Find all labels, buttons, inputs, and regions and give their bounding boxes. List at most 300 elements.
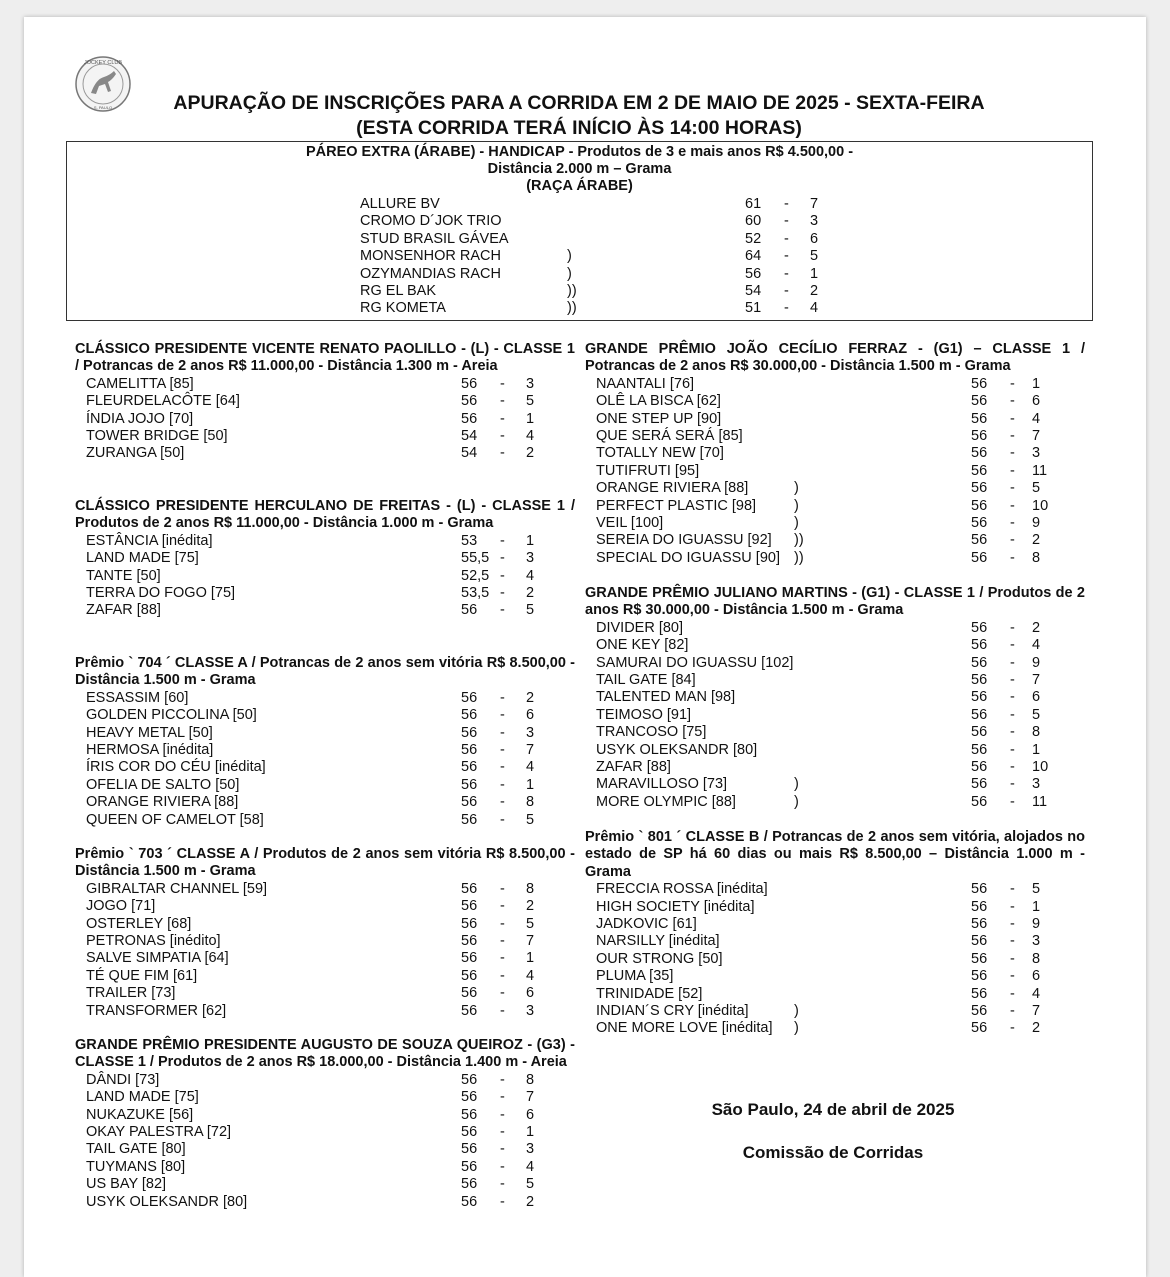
horse-name: ESTÂNCIA [inédita]	[86, 532, 213, 549]
coupling-mark: ))	[567, 282, 577, 299]
entry-row	[596, 742, 1085, 759]
weight: 56	[461, 393, 478, 410]
title-line-2: (ESTA CORRIDA TERÁ INÍCIO ÀS 14:00 HORAS)	[356, 117, 802, 139]
post-number: 7	[526, 741, 535, 758]
weight: 56	[461, 915, 478, 932]
race-entries	[596, 881, 1085, 1038]
horse-name: FLEURDELACÔTE [64]	[86, 393, 240, 410]
weight: 51	[745, 300, 762, 317]
post-number: 5	[526, 393, 535, 410]
horse-name: SAMURAI DO IGUASSU [102]	[596, 654, 794, 671]
horse-name: TRANCOSO [75]	[596, 724, 707, 741]
horse-name: TAIL GATE [80]	[86, 1141, 186, 1158]
weight: 56	[971, 497, 988, 514]
entry-row	[596, 515, 1085, 532]
dash: -	[784, 196, 789, 212]
post-number: 1	[526, 950, 535, 967]
dash: -	[1010, 480, 1015, 497]
weight: 56	[461, 967, 478, 984]
entry-row	[86, 898, 575, 915]
weight: 56	[461, 375, 478, 392]
post-number: 2	[1032, 619, 1041, 636]
dash: -	[500, 1106, 505, 1123]
dash: -	[500, 932, 505, 949]
dash: -	[1010, 985, 1015, 1002]
race-section	[75, 498, 575, 620]
entry-row	[86, 1194, 575, 1211]
entry-row	[596, 899, 1085, 916]
post-number: 2	[526, 898, 535, 915]
post-number: 7	[1032, 1002, 1041, 1019]
post-number: 11	[1032, 793, 1048, 810]
race-section	[75, 846, 575, 1020]
race-entries	[86, 1072, 575, 1211]
horse-name: NARSILLY [inédita]	[596, 933, 720, 950]
post-number: 5	[1032, 480, 1041, 497]
post-number: 10	[1032, 758, 1049, 775]
post-number: 5	[526, 811, 535, 828]
entry-row	[596, 480, 1085, 497]
dash: -	[1010, 532, 1015, 549]
horse-name: VEIL [100]	[596, 514, 664, 531]
horse-name: SEREIA DO IGUASSU [92]	[596, 532, 772, 549]
entry-row	[596, 428, 1085, 445]
weight: 56	[461, 724, 478, 741]
weight: 56	[971, 671, 988, 688]
horse-name: TAIL GATE [84]	[596, 671, 696, 688]
post-number: 5	[526, 602, 535, 619]
entry-row	[86, 1159, 575, 1176]
post-number: 4	[526, 427, 535, 444]
post-number: 5	[1032, 881, 1041, 898]
horse-name: OFELIA DE SALTO [50]	[86, 776, 240, 793]
dash: -	[500, 741, 505, 758]
horse-name: TEIMOSO [91]	[596, 706, 692, 723]
horse-name: TANTE [50]	[86, 567, 161, 584]
horse-name: SALVE SIMPATIA [64]	[86, 950, 229, 967]
post-number: 2	[526, 584, 535, 601]
horse-name: SPECIAL DO IGUASSU [90]	[596, 549, 780, 566]
post-number: 6	[1032, 393, 1041, 410]
post-number: 2	[526, 1193, 535, 1210]
entry-row	[596, 951, 1085, 968]
dash: -	[500, 602, 505, 619]
post-number: 1	[810, 265, 819, 282]
horse-name: JADKOVIC [61]	[596, 916, 697, 932]
dash: -	[500, 880, 505, 897]
horse-name: USYK OLEKSANDR [80]	[596, 741, 758, 758]
dash: -	[500, 898, 505, 915]
horse-name: TÉ QUE FIM [61]	[86, 967, 198, 984]
entry-row	[86, 985, 575, 1002]
dash: -	[500, 1193, 505, 1210]
horse-name: OKAY PALESTRA [72]	[86, 1123, 232, 1140]
pareo-extra-heading-line-2: Distância 2.000 m – Grama	[487, 161, 672, 177]
coupling-mark: )	[794, 514, 799, 531]
entry-row	[596, 1003, 1085, 1020]
post-number: 6	[1032, 689, 1041, 706]
entry-row	[86, 725, 575, 742]
post-number: 1	[526, 410, 535, 427]
race-heading: Prêmio ` 704 ´ CLASSE A / Potrancas de 2 anos sem vitória R$ 8.500,00 - Distância 1.500 m - Grama	[75, 655, 575, 689]
entry-row	[86, 916, 575, 933]
dash: -	[500, 1158, 505, 1175]
dash: -	[500, 776, 505, 793]
entry-row	[596, 637, 1085, 654]
dash: -	[500, 967, 505, 984]
entry-row	[596, 445, 1085, 462]
horse-name: HIGH SOCIETY [inédita]	[596, 898, 755, 915]
entry-row	[86, 1072, 575, 1089]
weight: 56	[461, 1141, 478, 1158]
post-number: 1	[1032, 898, 1041, 915]
weight: 56	[971, 393, 988, 410]
entry-row	[86, 445, 575, 462]
post-number: 4	[526, 759, 535, 776]
weight: 56	[971, 968, 988, 985]
weight: 56	[461, 1176, 478, 1193]
entry-row	[86, 1141, 575, 1158]
race-heading: CLÁSSICO PRESIDENTE HERCULANO DE FREITAS - (L) - CLASSE 1 / Produtos de 2 anos R$ 11.000,00 - Distância 1.000 m - Grama	[75, 498, 575, 532]
dash: -	[1010, 881, 1015, 898]
post-number: 3	[526, 724, 535, 741]
entry-row	[596, 393, 1085, 410]
race-section	[585, 829, 1085, 1038]
weight: 56	[461, 985, 478, 1002]
horse-name: ONE KEY [82]	[596, 637, 689, 654]
dash: -	[500, 584, 505, 601]
dash: -	[1010, 758, 1015, 775]
entry-row	[596, 776, 1085, 793]
horse-name: OZYMANDIAS RACH	[360, 265, 501, 282]
horse-name: ZAFAR [88]	[596, 758, 671, 775]
dash: -	[500, 1141, 505, 1158]
weight: 56	[461, 1158, 478, 1175]
post-number: 4	[1032, 410, 1041, 427]
weight: 56	[745, 265, 762, 282]
race-entries	[86, 533, 575, 620]
horse-name: MARAVILLOSO [73]	[596, 776, 728, 793]
entry-row	[86, 933, 575, 950]
weight: 56	[971, 445, 988, 462]
post-number: 3	[1032, 933, 1041, 950]
post-number: 7	[810, 196, 819, 212]
post-number: 10	[1032, 497, 1049, 514]
coupling-mark: ))	[794, 549, 804, 566]
dash: -	[1010, 619, 1015, 636]
horse-name: ÍRIS COR DO CÉU [inédita]	[86, 759, 266, 776]
dash: -	[1010, 741, 1015, 758]
weight: 56	[971, 916, 988, 932]
weight: 56	[971, 637, 988, 654]
horse-name: MORE OLYMPIC [88]	[596, 793, 736, 810]
race-heading: GRANDE PRÊMIO PRESIDENTE AUGUSTO DE SOUZA QUEIROZ - (G3) - CLASSE 1 / Produtos de 2 anos R$ 18.000,00 - Distância 1.400 m - Areia	[75, 1037, 575, 1071]
horse-name: TRAILER [73]	[86, 985, 176, 1002]
horse-name: ORANGE RIVIERA [88]	[596, 480, 749, 497]
dash: -	[1010, 1020, 1015, 1037]
entry-row	[86, 812, 575, 829]
weight: 56	[971, 706, 988, 723]
post-number: 6	[526, 1106, 535, 1123]
post-number: 8	[1032, 549, 1041, 566]
entry-row	[596, 463, 1085, 480]
coupling-mark: )	[794, 776, 799, 793]
horse-name: ORANGE RIVIERA [88]	[86, 794, 239, 811]
entry-row	[86, 950, 575, 967]
dash: -	[500, 794, 505, 811]
dash: -	[1010, 410, 1015, 427]
dash: -	[1010, 793, 1015, 810]
weight: 60	[745, 213, 762, 230]
post-number: 8	[1032, 724, 1041, 741]
entry-row	[596, 916, 1085, 933]
post-number: 3	[1032, 776, 1041, 793]
signature: Comissão de Corridas	[742, 1143, 924, 1162]
horse-name: ZURANGA [50]	[86, 445, 185, 462]
weight: 56	[461, 707, 478, 724]
dash: -	[1010, 706, 1015, 723]
coupling-mark: )	[794, 497, 799, 514]
weight: 54	[461, 427, 478, 444]
weight: 56	[461, 898, 478, 915]
weight: 53	[461, 532, 478, 549]
dash: -	[500, 375, 505, 392]
entry-row	[86, 393, 575, 410]
coupling-mark: )	[794, 1002, 799, 1019]
dash: -	[1010, 427, 1015, 444]
weight: 56	[971, 427, 988, 444]
dash: -	[500, 950, 505, 967]
svg-text:S. PAULO: S. PAULO	[93, 105, 113, 110]
race-entries	[86, 376, 575, 463]
dash: -	[784, 248, 789, 265]
weight: 56	[971, 514, 988, 531]
dash: -	[784, 230, 789, 247]
horse-name: CAMELITTA [85]	[86, 375, 194, 392]
entry-row	[86, 777, 575, 794]
horse-name: DÂNDI [73]	[86, 1071, 160, 1088]
entry-row	[86, 690, 575, 707]
entry-row	[86, 1176, 575, 1193]
weight: 56	[971, 985, 988, 1002]
horse-name: GIBRALTAR CHANNEL [59]	[86, 880, 268, 897]
horse-name: GOLDEN PICCOLINA [50]	[86, 707, 257, 724]
horse-name: OUR STRONG [50]	[596, 950, 723, 967]
horse-name: TUTIFRUTI [95]	[596, 462, 700, 479]
horse-name: OSTERLEY [68]	[86, 915, 192, 932]
entry-row	[596, 1020, 1085, 1037]
dash: -	[1010, 916, 1015, 932]
entry-row	[86, 1107, 575, 1124]
weight: 56	[461, 794, 478, 811]
weight: 56	[971, 898, 988, 915]
post-number: 7	[1032, 671, 1041, 688]
weight: 56	[971, 776, 988, 793]
entry-row	[86, 585, 575, 602]
weight: 56	[971, 410, 988, 427]
horse-name: ESSASSIM [60]	[86, 689, 189, 706]
dash: -	[500, 532, 505, 549]
post-number: 8	[1032, 950, 1041, 967]
race-heading: GRANDE PRÊMIO JOÃO CECÍLIO FERRAZ - (G1) – CLASSE 1 / Potrancas de 2 anos R$ 30.000,00 - Distância 1.500 m - Grama	[585, 341, 1085, 375]
entry-row	[86, 411, 575, 428]
entry-row	[596, 881, 1085, 898]
entry-row	[86, 742, 575, 759]
race-section	[75, 341, 575, 463]
weight: 56	[971, 1002, 988, 1019]
weight: 56	[971, 741, 988, 758]
post-number: 6	[1032, 968, 1041, 985]
horse-name: JOGO [71]	[86, 898, 156, 915]
race-heading: Prêmio ` 703 ´ CLASSE A / Produtos de 2 anos sem vitória R$ 8.500,00 - Distância 1.500 m - Grama	[75, 846, 575, 880]
entry-row	[86, 968, 575, 985]
place-date: São Paulo, 24 de abril de 2025	[711, 1100, 955, 1119]
weight: 56	[461, 741, 478, 758]
entry-row	[86, 1089, 575, 1106]
weight: 56	[461, 1193, 478, 1210]
dash: -	[500, 1002, 505, 1019]
entry-row	[86, 376, 575, 393]
coupling-mark: )	[567, 248, 572, 265]
dash: -	[1010, 445, 1015, 462]
post-number: 4	[526, 567, 535, 584]
entry-row	[596, 620, 1085, 637]
horse-name: TERRA DO FOGO [75]	[86, 584, 236, 601]
entry-row	[86, 759, 575, 776]
coupling-mark: ))	[794, 532, 804, 549]
dash: -	[500, 707, 505, 724]
horse-name: STUD BRASIL GÁVEA	[360, 230, 509, 247]
weight: 56	[971, 532, 988, 549]
entry-row	[596, 986, 1085, 1003]
weight: 53,5	[461, 584, 490, 601]
horse-name: NUKAZUKE [56]	[86, 1106, 194, 1123]
post-number: 9	[1032, 654, 1041, 671]
post-number: 4	[526, 1158, 535, 1175]
dash: -	[1010, 462, 1015, 479]
weight: 61	[745, 196, 762, 212]
horse-name: ZAFAR [88]	[86, 602, 161, 619]
horse-name: RG KOMETA	[360, 300, 446, 317]
horse-name: NAANTALI [76]	[596, 375, 695, 392]
weight: 56	[971, 375, 988, 392]
horse-name: TUYMANS [80]	[86, 1158, 186, 1175]
entry-row	[596, 411, 1085, 428]
horse-name: ONE STEP UP [90]	[596, 410, 722, 427]
entry-row	[86, 1003, 575, 1020]
entry-row	[86, 568, 575, 585]
post-number: 5	[1032, 706, 1041, 723]
dash: -	[1010, 393, 1015, 410]
post-number: 7	[526, 932, 535, 949]
post-number: 1	[1032, 375, 1041, 392]
dash: -	[1010, 933, 1015, 950]
post-number: 5	[810, 248, 819, 265]
horse-name: USYK OLEKSANDR [80]	[86, 1193, 248, 1210]
entry-row	[596, 707, 1085, 724]
post-number: 3	[1032, 445, 1041, 462]
weight: 56	[461, 759, 478, 776]
dash: -	[500, 445, 505, 462]
horse-name: LAND MADE [75]	[86, 1089, 199, 1106]
post-number: 6	[810, 230, 819, 247]
horse-name: RG EL BAK	[360, 282, 437, 299]
dash: -	[500, 393, 505, 410]
weight: 56	[461, 950, 478, 967]
entry-row	[596, 532, 1085, 549]
coupling-mark: ))	[567, 300, 577, 317]
entry-row	[596, 759, 1085, 776]
post-number: 8	[526, 1071, 535, 1088]
horse-name: US BAY [82]	[86, 1176, 167, 1193]
dash: -	[500, 689, 505, 706]
dash: -	[500, 811, 505, 828]
weight: 55,5	[461, 550, 490, 567]
pareo-extra-box	[66, 141, 1093, 321]
post-number: 6	[526, 985, 535, 1002]
post-number: 2	[526, 689, 535, 706]
weight: 56	[461, 1071, 478, 1088]
weight: 56	[461, 410, 478, 427]
dash: -	[1010, 654, 1015, 671]
entry-row	[596, 933, 1085, 950]
entry-row	[596, 498, 1085, 515]
entry-row	[86, 550, 575, 567]
dash: -	[500, 1123, 505, 1140]
post-number: 7	[526, 1089, 535, 1106]
weight: 56	[461, 811, 478, 828]
post-number: 4	[810, 300, 819, 317]
horse-name: QUEEN OF CAMELOT [58]	[86, 811, 264, 828]
post-number: 1	[526, 532, 535, 549]
horse-name: LAND MADE [75]	[86, 550, 199, 567]
entry-row	[596, 968, 1085, 985]
weight: 52	[745, 230, 762, 247]
dash: -	[500, 1071, 505, 1088]
horse-name: CROMO D´JOK TRIO	[360, 213, 502, 230]
horse-name: HEAVY METAL [50]	[86, 724, 213, 741]
horse-name: FRECCIA ROSSA [inédita]	[596, 881, 768, 898]
entry-row	[86, 707, 575, 724]
dash: -	[784, 213, 789, 230]
entry-row	[86, 1124, 575, 1141]
weight: 56	[971, 724, 988, 741]
horse-name: ALLURE BV	[360, 196, 440, 212]
weight: 56	[971, 654, 988, 671]
dash: -	[500, 724, 505, 741]
horse-name: DIVIDER [80]	[596, 619, 684, 636]
post-number: 2	[810, 282, 819, 299]
weight: 54	[745, 282, 762, 299]
post-number: 2	[526, 445, 535, 462]
race-heading: CLÁSSICO PRESIDENTE VICENTE RENATO PAOLILLO - (L) - CLASSE 1 / Potrancas de 2 anos R$ 11.000,00 - Distância 1.300 m - Areia	[75, 341, 575, 375]
entry-row	[86, 428, 575, 445]
dash: -	[500, 427, 505, 444]
pareo-extra-heading-line-3: (RAÇA ÁRABE)	[526, 178, 633, 194]
dash: -	[1010, 671, 1015, 688]
dash: -	[500, 550, 505, 567]
horse-name: PETRONAS [inédito]	[86, 932, 221, 949]
svg-text:JOCKEY CLUB: JOCKEY CLUB	[83, 60, 123, 66]
weight: 56	[461, 602, 478, 619]
coupling-mark: )	[794, 1020, 799, 1037]
entry-row	[596, 724, 1085, 741]
weight: 56	[461, 880, 478, 897]
post-number: 1	[526, 1123, 535, 1140]
weight: 52,5	[461, 567, 490, 584]
dash: -	[1010, 724, 1015, 741]
dash: -	[500, 1089, 505, 1106]
